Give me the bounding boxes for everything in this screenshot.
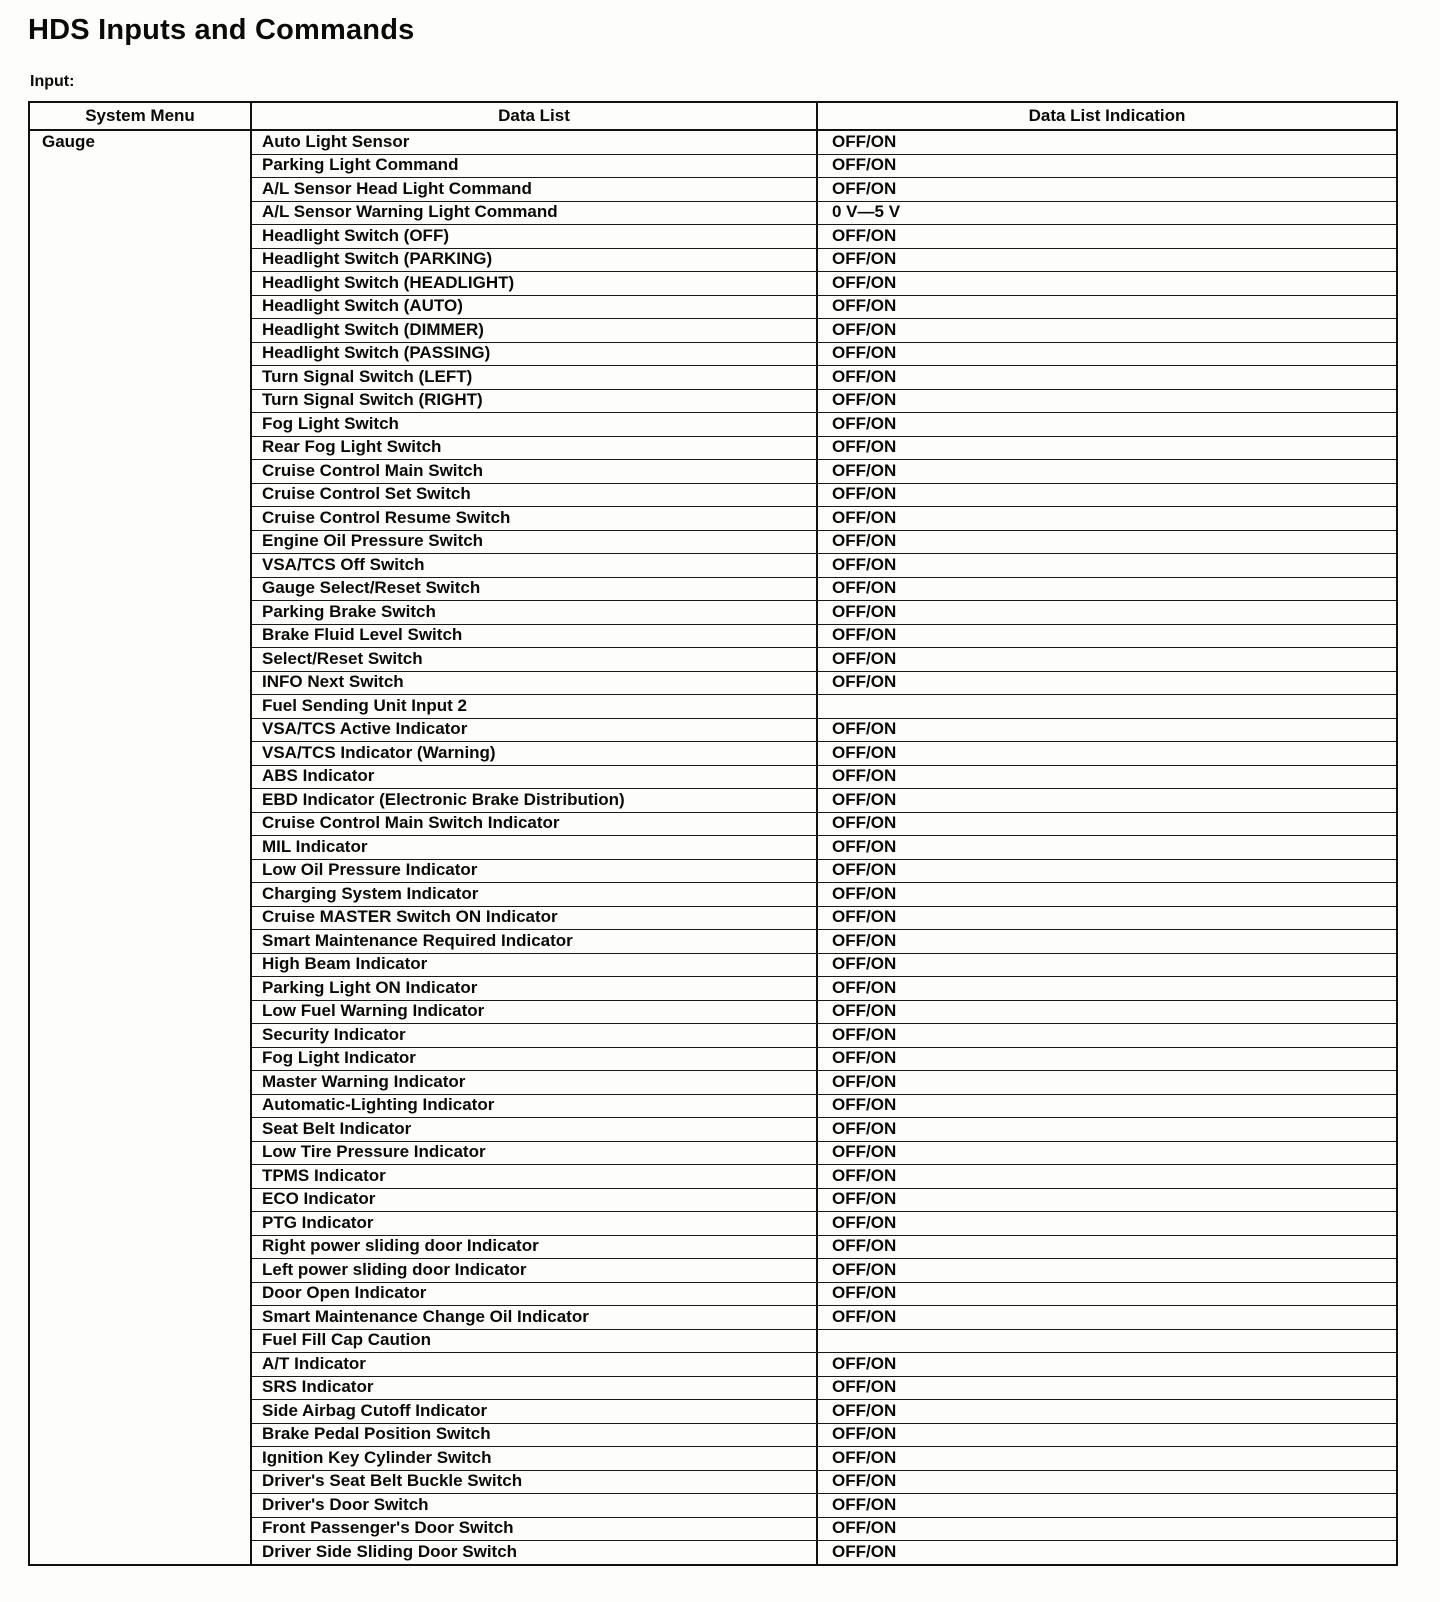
data-list-cell: A/L Sensor Warning Light Command: [251, 201, 817, 225]
table-header-row: [29, 102, 1397, 130]
indication-cell: OFF/ON: [817, 1376, 1397, 1400]
indication-cell: OFF/ON: [817, 1141, 1397, 1165]
data-list-cell: Parking Light Command: [251, 154, 817, 178]
indication-cell: OFF/ON: [817, 389, 1397, 413]
data-list-cell: Fog Light Switch: [251, 413, 817, 437]
data-list-cell: Fuel Fill Cap Caution: [251, 1329, 817, 1353]
indication-cell: OFF/ON: [817, 930, 1397, 954]
indication-cell: OFF/ON: [817, 1517, 1397, 1541]
data-list-cell: INFO Next Switch: [251, 671, 817, 695]
indication-cell: OFF/ON: [817, 1400, 1397, 1424]
data-list-cell: VSA/TCS Off Switch: [251, 554, 817, 578]
indication-cell: OFF/ON: [817, 1282, 1397, 1306]
indication-cell: OFF/ON: [817, 1071, 1397, 1095]
data-list-cell: SRS Indicator: [251, 1376, 817, 1400]
indication-cell: OFF/ON: [817, 1118, 1397, 1142]
data-list-cell: Engine Oil Pressure Switch: [251, 530, 817, 554]
indication-cell: OFF/ON: [817, 1470, 1397, 1494]
data-list-cell: Security Indicator: [251, 1024, 817, 1048]
indication-cell: OFF/ON: [817, 953, 1397, 977]
indication-cell: OFF/ON: [817, 342, 1397, 366]
data-list-cell: Headlight Switch (DIMMER): [251, 319, 817, 343]
data-list-cell: Smart Maintenance Required Indicator: [251, 930, 817, 954]
data-list-cell: Brake Fluid Level Switch: [251, 624, 817, 648]
data-list-cell: Seat Belt Indicator: [251, 1118, 817, 1142]
hds-inputs-table: [28, 101, 1398, 1566]
data-list-cell: Rear Fog Light Switch: [251, 436, 817, 460]
indication-cell: OFF/ON: [817, 1447, 1397, 1471]
data-list-cell: ECO Indicator: [251, 1188, 817, 1212]
indication-cell: OFF/ON: [817, 789, 1397, 813]
data-list-cell: PTG Indicator: [251, 1212, 817, 1236]
indication-cell: OFF/ON: [817, 1353, 1397, 1377]
data-list-cell: Gauge Select/Reset Switch: [251, 577, 817, 601]
indication-cell: OFF/ON: [817, 554, 1397, 578]
data-list-cell: Fuel Sending Unit Input 2: [251, 695, 817, 719]
indication-cell: OFF/ON: [817, 1423, 1397, 1447]
data-list-cell: Headlight Switch (HEADLIGHT): [251, 272, 817, 296]
data-list-cell: Auto Light Sensor: [251, 130, 817, 154]
data-list-cell: Select/Reset Switch: [251, 648, 817, 672]
indication-cell: OFF/ON: [817, 577, 1397, 601]
indication-cell: OFF/ON: [817, 765, 1397, 789]
indication-cell: OFF/ON: [817, 130, 1397, 154]
data-list-cell: Turn Signal Switch (LEFT): [251, 366, 817, 390]
indication-cell: OFF/ON: [817, 906, 1397, 930]
data-list-cell: Cruise Control Set Switch: [251, 483, 817, 507]
indication-cell: OFF/ON: [817, 436, 1397, 460]
indication-cell: OFF/ON: [817, 460, 1397, 484]
indication-cell: OFF/ON: [817, 883, 1397, 907]
data-list-cell: Low Oil Pressure Indicator: [251, 859, 817, 883]
indication-cell: OFF/ON: [817, 295, 1397, 319]
data-list-cell: Driver's Seat Belt Buckle Switch: [251, 1470, 817, 1494]
data-list-cell: Front Passenger's Door Switch: [251, 1517, 817, 1541]
indication-cell: OFF/ON: [817, 859, 1397, 883]
indication-cell: OFF/ON: [817, 624, 1397, 648]
data-list-cell: Right power sliding door Indicator: [251, 1235, 817, 1259]
indication-cell: OFF/ON: [817, 1259, 1397, 1283]
indication-cell: OFF/ON: [817, 1165, 1397, 1189]
indication-cell: OFF/ON: [817, 601, 1397, 625]
indication-cell: OFF/ON: [817, 413, 1397, 437]
indication-cell: OFF/ON: [817, 1306, 1397, 1330]
data-list-cell: Brake Pedal Position Switch: [251, 1423, 817, 1447]
indication-cell: OFF/ON: [817, 483, 1397, 507]
data-list-cell: Cruise Control Main Switch Indicator: [251, 812, 817, 836]
data-list-cell: Master Warning Indicator: [251, 1071, 817, 1095]
data-list-cell: Turn Signal Switch (RIGHT): [251, 389, 817, 413]
indication-cell: OFF/ON: [817, 1212, 1397, 1236]
indication-cell: OFF/ON: [817, 836, 1397, 860]
table-row: [29, 130, 1397, 154]
indication-cell: 0 V—5 V: [817, 201, 1397, 225]
data-list-cell: Side Airbag Cutoff Indicator: [251, 1400, 817, 1424]
indication-cell: OFF/ON: [817, 648, 1397, 672]
data-list-cell: Left power sliding door Indicator: [251, 1259, 817, 1283]
data-list-cell: EBD Indicator (Electronic Brake Distribution): [251, 789, 817, 813]
data-list-cell: ABS Indicator: [251, 765, 817, 789]
page-title: HDS Inputs and Commands: [28, 14, 415, 46]
indication-cell: OFF/ON: [817, 977, 1397, 1001]
system-menu-cell: Gauge: [29, 130, 251, 1565]
col-header-system-menu: System Menu: [29, 102, 251, 130]
col-header-data-list: Data List: [251, 102, 817, 130]
indication-cell: OFF/ON: [817, 718, 1397, 742]
indication-cell: OFF/ON: [817, 272, 1397, 296]
indication-cell: OFF/ON: [817, 1094, 1397, 1118]
indication-cell: OFF/ON: [817, 178, 1397, 202]
data-list-cell: Headlight Switch (AUTO): [251, 295, 817, 319]
data-list-cell: Charging System Indicator: [251, 883, 817, 907]
data-list-cell: Cruise Control Main Switch: [251, 460, 817, 484]
data-list-cell: Low Fuel Warning Indicator: [251, 1000, 817, 1024]
indication-cell: OFF/ON: [817, 1188, 1397, 1212]
indication-cell: OFF/ON: [817, 507, 1397, 531]
data-list-cell: Parking Brake Switch: [251, 601, 817, 625]
data-list-cell: MIL Indicator: [251, 836, 817, 860]
data-list-cell: Door Open Indicator: [251, 1282, 817, 1306]
data-list-cell: Headlight Switch (PASSING): [251, 342, 817, 366]
data-list-cell: Parking Light ON Indicator: [251, 977, 817, 1001]
indication-cell: [817, 1329, 1397, 1353]
indication-cell: OFF/ON: [817, 1024, 1397, 1048]
indication-cell: OFF/ON: [817, 1494, 1397, 1518]
data-list-cell: TPMS Indicator: [251, 1165, 817, 1189]
indication-cell: OFF/ON: [817, 671, 1397, 695]
data-list-cell: Cruise Control Resume Switch: [251, 507, 817, 531]
indication-cell: OFF/ON: [817, 248, 1397, 272]
data-list-cell: Ignition Key Cylinder Switch: [251, 1447, 817, 1471]
data-list-cell: VSA/TCS Active Indicator: [251, 718, 817, 742]
indication-cell: OFF/ON: [817, 319, 1397, 343]
col-header-data-list-indication: Data List Indication: [817, 102, 1397, 130]
indication-cell: OFF/ON: [817, 154, 1397, 178]
input-section-label: Input:: [30, 73, 75, 90]
data-list-cell: Headlight Switch (PARKING): [251, 248, 817, 272]
data-list-cell: Driver Side Sliding Door Switch: [251, 1541, 817, 1565]
indication-cell: OFF/ON: [817, 530, 1397, 554]
data-list-cell: Automatic-Lighting Indicator: [251, 1094, 817, 1118]
indication-cell: [817, 695, 1397, 719]
indication-cell: OFF/ON: [817, 225, 1397, 249]
data-list-cell: A/L Sensor Head Light Command: [251, 178, 817, 202]
indication-cell: OFF/ON: [817, 1235, 1397, 1259]
data-list-cell: Driver's Door Switch: [251, 1494, 817, 1518]
indication-cell: OFF/ON: [817, 742, 1397, 766]
indication-cell: OFF/ON: [817, 1541, 1397, 1565]
indication-cell: OFF/ON: [817, 366, 1397, 390]
indication-cell: OFF/ON: [817, 1000, 1397, 1024]
data-list-cell: Headlight Switch (OFF): [251, 225, 817, 249]
indication-cell: OFF/ON: [817, 812, 1397, 836]
data-list-cell: Low Tire Pressure Indicator: [251, 1141, 817, 1165]
data-list-cell: High Beam Indicator: [251, 953, 817, 977]
indication-cell: OFF/ON: [817, 1047, 1397, 1071]
data-list-cell: Cruise MASTER Switch ON Indicator: [251, 906, 817, 930]
data-list-cell: VSA/TCS Indicator (Warning): [251, 742, 817, 766]
data-list-cell: Smart Maintenance Change Oil Indicator: [251, 1306, 817, 1330]
data-list-cell: A/T Indicator: [251, 1353, 817, 1377]
data-list-cell: Fog Light Indicator: [251, 1047, 817, 1071]
